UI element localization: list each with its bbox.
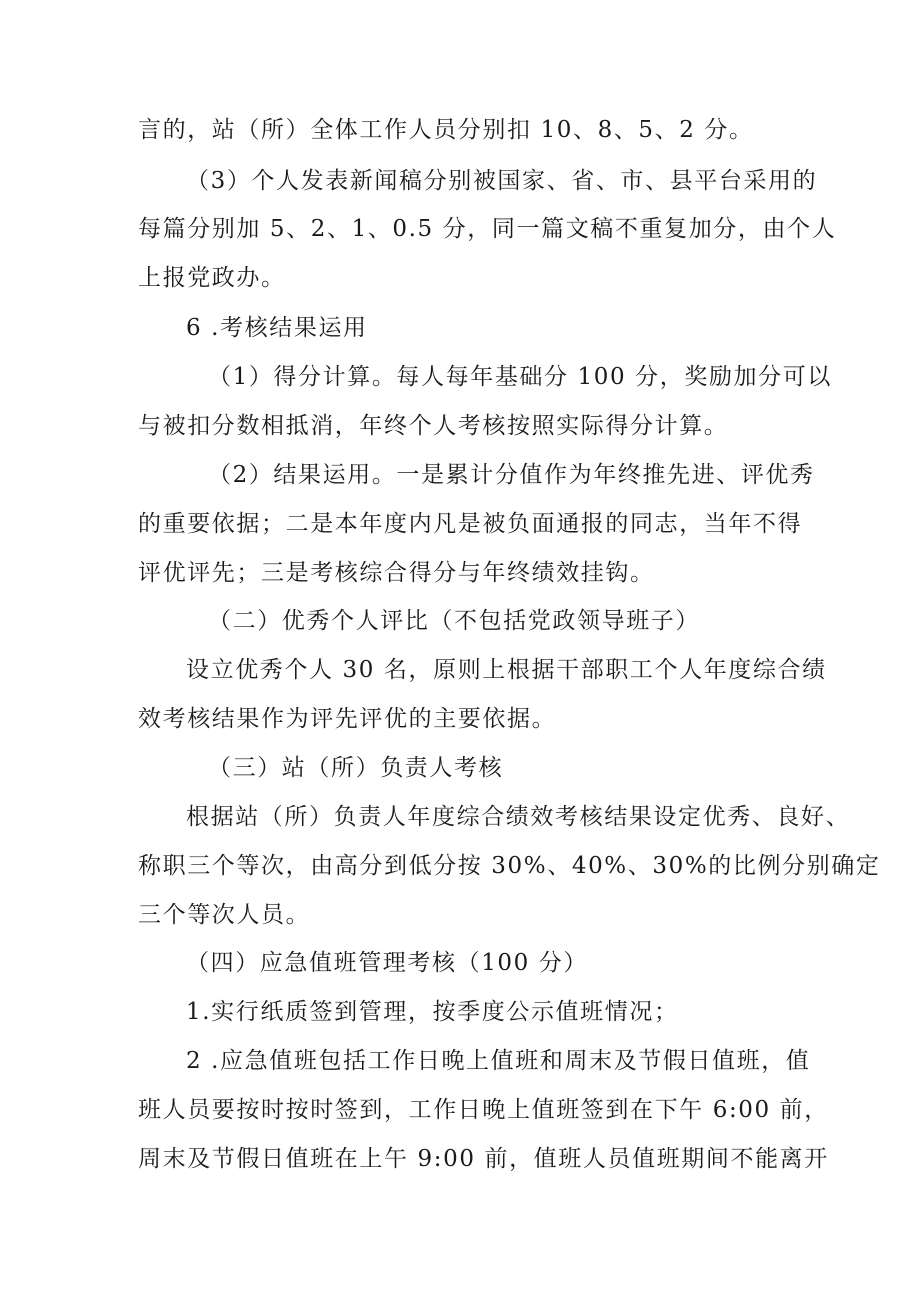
text-line: 2 .应急值班包括工作日晚上值班和周末及节假日值班，值 [186,1048,811,1074]
text-line: 周末及节假日值班在上午 9:00 前，值班人员值班期间不能离开 [138,1146,829,1172]
text-line: 班人员要按时按时签到，工作日晚上值班签到在下午 6:00 前， [138,1097,829,1123]
text-line: 三个等次人员。 [138,902,311,928]
text-line: 与被扣分数相抵消，年终个人考核按照实际得分计算。 [138,413,729,439]
text-line: （1）得分计算。每人每年基础分 100 分，奖励加分可以 [208,364,832,390]
text-line: 效考核结果作为评先评优的主要依据。 [138,706,557,732]
section-heading: （四）应急值班管理考核（100 分） [186,950,589,976]
text-line: 言的，站（所）全体工作人员分别扣 10、8、5、2 分。 [138,117,754,143]
text-line: （2）结果运用。一是累计分值作为年终推先进、评优秀 [208,462,815,488]
text-line: 1.实行纸质签到管理，按季度公示值班情况； [186,999,679,1025]
text-line: 称职三个等次，由高分到低分按 30%、40%、30%的比例分别确定 [138,853,881,879]
text-line: 的重要依据；二是本年度内凡是被负面通报的同志，当年不得 [138,511,803,537]
text-line: 每篇分别加 5、2、1、0.5 分，同一篇文稿不重复加分，由个人 [138,216,837,242]
text-line: 设立优秀个人 30 名，原则上根据干部职工个人年度综合绩 [186,657,827,683]
section-heading: （三）站（所）负责人考核 [208,755,504,781]
text-line: 根据站（所）负责人年度综合绩效考核结果设定优秀、良好、 [186,804,851,830]
text-line: （3）个人发表新闻稿分别被国家、省、市、县平台采用的 [186,168,818,194]
section-heading: （二）优秀个人评比（不包括党政领导班子） [208,608,700,634]
text-line: 评优评先；三是考核综合得分与年终绩效挂钩。 [138,560,655,586]
text-line: 上报党政办。 [138,265,286,291]
section-heading: 6 .考核结果运用 [186,315,368,341]
